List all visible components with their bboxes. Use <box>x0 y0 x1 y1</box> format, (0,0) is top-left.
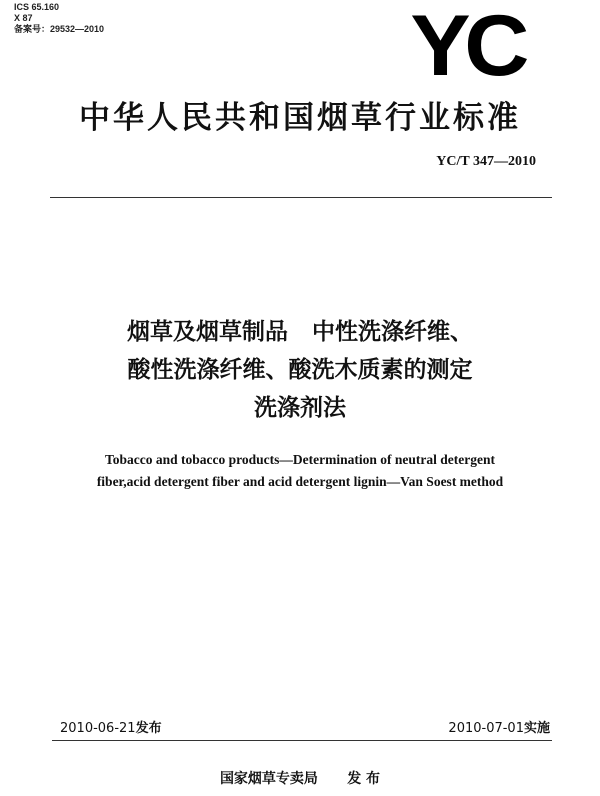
publisher-label: 发 布 <box>347 771 381 787</box>
header-divider <box>50 197 552 198</box>
issue-date: 2010-06-21 <box>60 721 136 736</box>
chinese-title-line-3: 洗涤剂法 <box>254 395 346 421</box>
issue-label: 发布 <box>135 721 162 736</box>
publisher <box>0 768 600 788</box>
issue-date-block <box>60 717 162 736</box>
publisher-name: 国家烟草专卖局 <box>219 771 318 787</box>
document-metadata <box>14 2 104 35</box>
footer-divider <box>52 740 552 741</box>
chinese-title-line-2: 酸性洗涤纤维、酸洗木质素的测定 <box>127 357 473 383</box>
implement-date-block <box>448 717 550 736</box>
chinese-title <box>0 313 600 427</box>
standard-title: 中华人民共和国烟草行业标准 <box>79 100 521 136</box>
chinese-title-line-1: 烟草及烟草制品 中性洗涤纤维、 <box>126 319 474 345</box>
english-title <box>0 449 600 493</box>
implement-date: 2010-07-01 <box>448 721 524 736</box>
english-title-line-2: fiber,acid detergent fiber and acid detergent lignin—Van Soest method <box>96 474 504 489</box>
english-title-line-1: Tobacco and tobacco products—Determination of neutral detergent <box>105 452 495 467</box>
implement-label: 实施 <box>523 721 550 736</box>
ics-code: ICS 65.160 <box>14 2 60 12</box>
classification-code: X 87 <box>14 13 33 23</box>
standard-code: YC/T 347—2010 <box>436 154 536 169</box>
record-number: 备案号：29532—2010 <box>14 24 105 34</box>
yc-logo: YC <box>409 0 523 94</box>
